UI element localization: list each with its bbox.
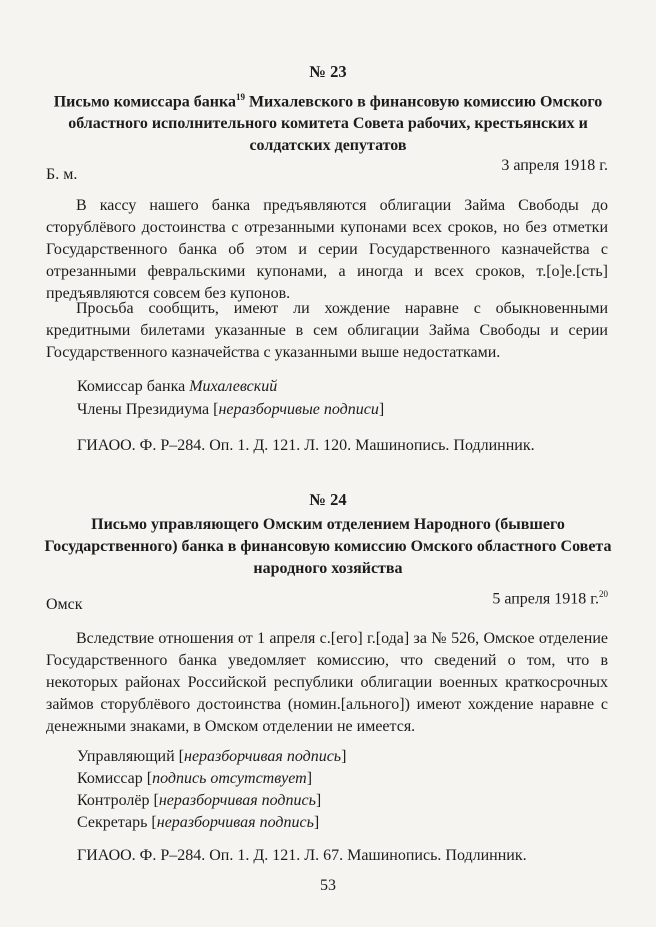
doc23-place: Б. м. (46, 166, 78, 183)
doc23-title-part2: Михалевского в финансовую комиссию Омского областного исполнительного комитета Совета рабочих, крестьянских и солдатских депутатов (68, 93, 603, 155)
doc24-source: ГИАОО. Ф. Р–284. Оп. 1. Д. 121. Л. 67. Машинопись. Подлинник. (77, 847, 527, 864)
sig-close: ] (341, 748, 347, 765)
doc23-number: № 23 (309, 62, 347, 81)
doc24-paragraph-1: Вследствие отношения от 1 апреля с.[его] г.[ода] за № 526, Омское отделение Государственного банка уведомляет комиссию, что сведений о том, что в некоторых районах Российской республики облигации военных краткосрочных займов сторублёвого достоинства (номин.[ального]) имеют хождение наравне с денежными знаками, в Омском отделении не имеется. (46, 630, 608, 735)
doc24-place: Омск (46, 596, 83, 613)
doc23-signature-presidium (77, 399, 384, 421)
doc24-footnote-ref: 20 (599, 589, 608, 599)
sig-name: Михалевский (189, 378, 278, 395)
sig-label: Управляющий [ (77, 748, 184, 765)
doc24-date-text: 5 апреля 1918 г. (492, 590, 599, 608)
sig-label: Контролёр [ (77, 792, 159, 809)
doc24-number: № 24 (309, 490, 347, 509)
doc23-paragraph-1: В кассу нашего банка предъявляются облигации Займа Свободы до сторублёвого достоинства с отрезанными купонами всех сроков, но без отметки Государственного банка об этом и серии Государственного казначейства с отрезанными февральскими купонами, а иногда и всех сроков, т.[о]е.[сть] предъявляются совсем без купонов. (46, 197, 608, 302)
sig-note: неразборчивые подписи (218, 401, 379, 418)
sig-close: ] (315, 792, 322, 809)
doc23-date: 3 апреля 1918 г. (501, 157, 608, 174)
sig-note: неразборчивая подпись (184, 748, 342, 765)
doc23-signature-commissar (77, 376, 277, 398)
doc23-footnote-ref: 19 (235, 92, 245, 102)
doc24-signature-secretary (77, 812, 319, 834)
sig-close: ] (306, 770, 313, 787)
page-number: 53 (320, 877, 336, 894)
sig-close: ] (378, 401, 385, 418)
sig-note: подпись отсутствует (152, 770, 307, 787)
doc24-title: Письмо управляющего Омским отделением Народного (бывшего Государственного) банка в финансовую комиссию Омского областного Совета народного хозяйства (44, 516, 612, 577)
doc23-title (40, 86, 616, 157)
sig-label: Комиссар [ (77, 770, 153, 787)
sig-close: ] (313, 814, 320, 831)
sig-label: Комиссар банка (77, 378, 190, 395)
sig-note: неразборчивая подпись (158, 792, 316, 809)
doc23-source: ГИАОО. Ф. Р–284. Оп. 1. Д. 121. Л. 120. Машинопись. Подлинник. (77, 437, 535, 454)
doc23-paragraph-2: Просьба сообщить, имеют ли хождение наравне с обыкновенными кредитными билетами указанные в сем облигации Займа Свободы и серии Государственного казначейства с указанными выше недостатками. (46, 300, 608, 361)
doc24-signature-manager (77, 746, 346, 768)
sig-label: Члены Президиума [ (77, 401, 219, 418)
sig-label: Секретарь [ (77, 814, 157, 831)
doc24-date (492, 589, 608, 608)
doc24-signature-controller (77, 790, 321, 812)
sig-note: неразборчивая подпись (156, 814, 314, 831)
doc23-title-part1: Письмо комиссара банка (53, 93, 236, 111)
doc24-signature-commissar (77, 768, 312, 790)
